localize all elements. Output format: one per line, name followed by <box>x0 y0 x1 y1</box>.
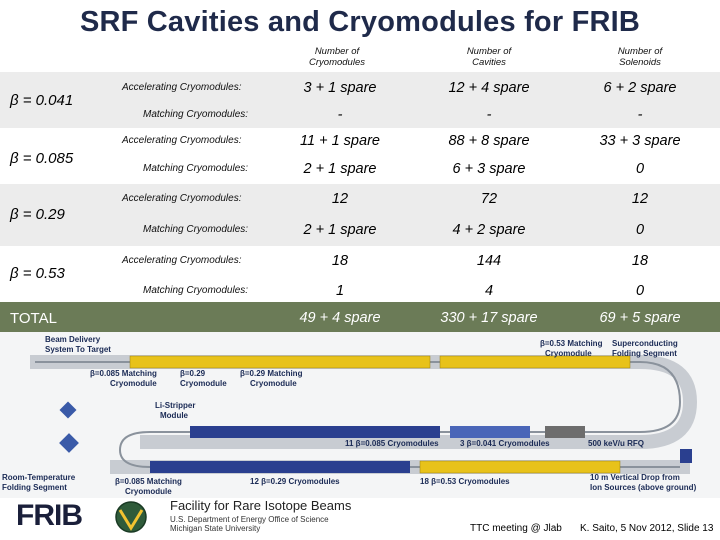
accel-label: Accelerating Cryomodules: <box>122 193 242 204</box>
diagram-label: β=0.085 Matching <box>90 369 157 378</box>
frib-logo: FRIB <box>16 499 82 532</box>
diagram-label: Folding Segment <box>612 349 677 358</box>
total-solenoids: 69 + 5 spare <box>599 310 681 326</box>
diagram-label: Room-Temperature <box>2 473 76 482</box>
beta-label-b041: β = 0.041 <box>10 92 74 109</box>
diagram-label: Cryomodule <box>125 487 172 496</box>
beta-label-b085: β = 0.085 <box>10 150 74 167</box>
matching-label: Matching Cryomodules: <box>143 163 249 174</box>
b041-cryomodules <box>450 426 530 438</box>
diagram-label: Cryomodule <box>250 379 297 388</box>
cell-b053-match-cryomodules: 1 <box>335 283 345 299</box>
total-cryomodules: 49 + 4 spare <box>299 310 381 326</box>
cell-b029-match-cavities: 4 + 2 spare <box>452 222 526 238</box>
cell-b085-match-cryomodules: 2 + 1 spare <box>303 161 377 177</box>
cell-b029-accel-solenoids: 12 <box>631 191 649 207</box>
cell-b041-accel-cavities: 12 + 4 spare <box>448 80 530 96</box>
cell-b029-match-solenoids: 0 <box>635 222 645 238</box>
accel-label: Accelerating Cryomodules: <box>122 82 242 93</box>
beta-label-b053: β = 0.53 <box>10 265 65 282</box>
diagram-label: Cryomodule <box>180 379 227 388</box>
cell-b041-accel-cryomodules: 3 + 1 spare <box>303 80 377 96</box>
cell-b085-match-solenoids: 0 <box>635 161 645 177</box>
diagram-label: Beam Delivery <box>45 335 101 344</box>
cell-b041-match-cryomodules: - <box>337 107 343 123</box>
diagram-label: Cryomodule <box>545 349 592 358</box>
matching-label: Matching Cryomodules: <box>143 285 249 296</box>
column-header-cryomodules: Number of Cryomodules <box>309 46 365 68</box>
footer-meeting: TTC meeting @ Jlab <box>470 523 562 534</box>
diagram-label: 12 β=0.29 Cryomodules <box>250 477 340 486</box>
diagram-label: Ion Sources (above ground) <box>590 483 697 492</box>
diagram-label: 10 m Vertical Drop from <box>590 473 680 482</box>
cell-b085-accel-solenoids: 33 + 3 spare <box>599 133 681 149</box>
diagram-label: β=0.29 Matching <box>240 369 303 378</box>
total-cavities: 330 + 17 spare <box>440 310 538 326</box>
seal-icon <box>112 500 150 534</box>
accel-label: Accelerating Cryomodules: <box>122 135 242 146</box>
diagram-label: β=0.085 Matching <box>115 477 182 486</box>
diagram-label: Folding Segment <box>2 483 67 492</box>
column-header-solenoids: Number of Solenoids <box>617 46 663 68</box>
ion-source-drop <box>680 449 692 463</box>
b085-cryomodules <box>190 426 440 438</box>
slide-title: SRF Cavities and Cryomodules for FRIB <box>79 6 641 38</box>
beta-label-b029: β = 0.29 <box>10 206 65 223</box>
column-header-cavities: Number of Cavities <box>466 46 512 68</box>
diagram-label: Module <box>160 411 188 420</box>
cell-b029-accel-cavities: 72 <box>480 191 498 207</box>
rfq-block <box>545 426 585 438</box>
cell-b041-match-solenoids: - <box>637 107 643 123</box>
diagram-label: 11 β=0.085 Cryomodules <box>345 439 439 448</box>
matching-label: Matching Cryomodules: <box>143 224 249 235</box>
diagram-label: Cryomodule <box>110 379 157 388</box>
diagram-label: Li-Stripper <box>155 401 196 410</box>
cell-b053-match-solenoids: 0 <box>635 283 645 299</box>
cell-b053-accel-cavities: 144 <box>476 253 502 269</box>
cell-b029-accel-cryomodules: 12 <box>331 191 349 207</box>
matching-label: Matching Cryomodules: <box>143 109 249 120</box>
b029-cryomodules <box>150 461 410 473</box>
cell-b041-accel-solenoids: 6 + 2 spare <box>603 80 677 96</box>
footer-author: K. Saito, 5 Nov 2012, Slide 13 <box>580 523 714 534</box>
cell-b053-accel-cryomodules: 18 <box>331 253 349 269</box>
diagram-label: 18 β=0.53 Cryomodules <box>420 477 510 486</box>
accel-label: Accelerating Cryomodules: <box>122 255 242 266</box>
cell-b085-match-cavities: 6 + 3 spare <box>452 161 526 177</box>
cell-b029-match-cryomodules: 2 + 1 spare <box>303 222 377 238</box>
cell-b041-match-cavities: - <box>486 107 492 123</box>
b053-cryomodules-lower <box>420 461 620 473</box>
diagram-label: 3 β=0.041 Cryomodules <box>460 439 550 448</box>
cell-b085-accel-cavities: 88 + 8 spare <box>448 133 530 149</box>
cell-b053-accel-solenoids: 18 <box>631 253 649 269</box>
diagram-label: β=0.53 Matching <box>540 339 603 348</box>
linac-layout-diagram <box>0 332 720 498</box>
cell-b085-accel-cryomodules: 11 + 1 spare <box>300 133 380 149</box>
facility-name: Facility for Rare Isotope Beams <box>170 498 352 513</box>
diagram-label: 500 keV/u RFQ <box>588 439 645 448</box>
diagram-label: Superconducting <box>612 339 678 348</box>
diagram-label: System To Target <box>45 345 111 354</box>
facility-subtitle: U.S. Department of Energy Office of Science Michigan State University <box>170 515 329 533</box>
diagram-label: β=0.29 <box>180 369 206 378</box>
cell-b053-match-cavities: 4 <box>484 283 494 299</box>
total-label: TOTAL <box>10 310 57 327</box>
